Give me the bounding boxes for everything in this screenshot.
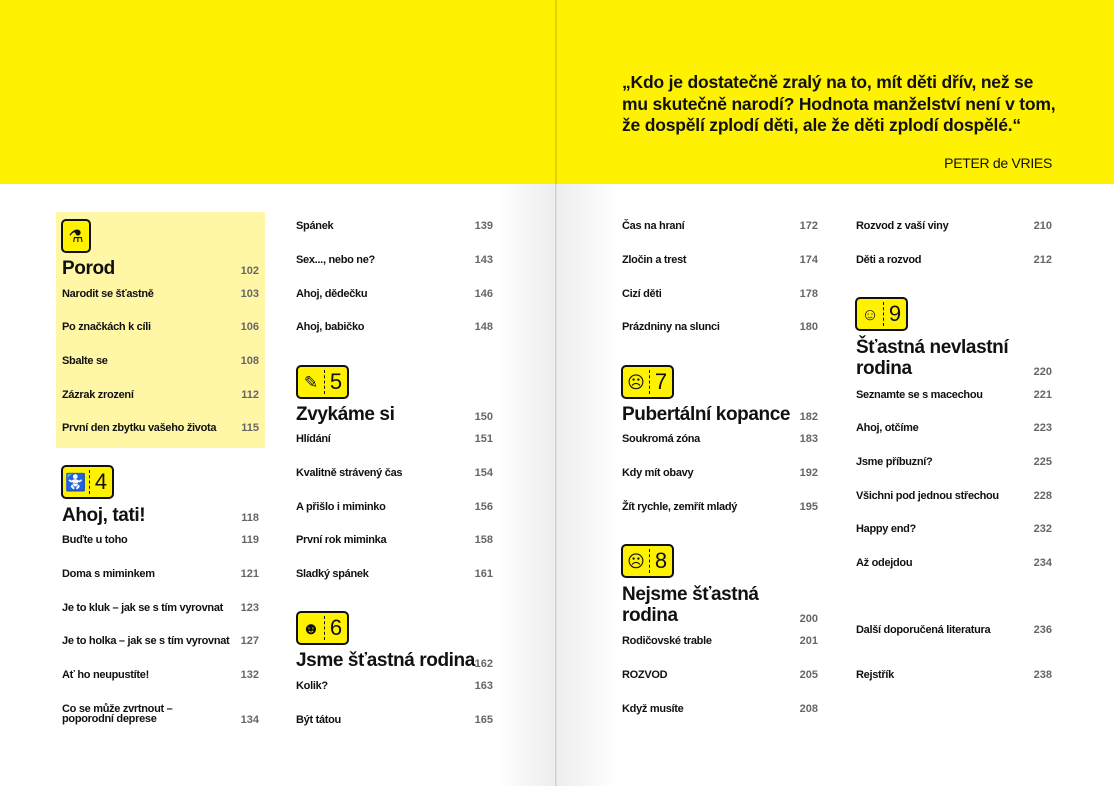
toc-entry[interactable]: První rok miminka [296,534,387,546]
toc-page: 212 [1033,254,1052,266]
chapter-number: 9 [888,301,902,326]
page-gutter [555,0,557,786]
toc-entry[interactable]: Spánek [296,220,334,232]
toc-page: 163 [474,680,493,692]
chapter-page: 220 [1033,366,1052,378]
toc-entry[interactable]: Sbalte se [62,355,108,367]
epigraph-quote: „Kdo je dostatečně zralý na to, mít děti dřív, než se mu skutečně narodí? Hodnota manželství není v tom, že dospělí zplodí děti, ale že děti zplodí dospělé.“ [622,72,1056,135]
toc-entry[interactable]: Je to holka – jak se s tím vyrovnat [62,635,230,647]
toc-entry[interactable]: Buďte u toho [62,534,128,546]
toc-page: 151 [474,433,493,445]
chapter-badge-4 [61,465,114,499]
toc-page: 108 [240,355,259,367]
toc-page: 210 [1033,220,1052,232]
toc-entry[interactable]: Po značkách k cíli [62,321,151,333]
toc-page: 154 [474,467,493,479]
toc-page: 103 [240,288,259,300]
baby-bottle-icon: ✎ [303,372,319,392]
chapter-title[interactable]: Pubertální kopance [622,404,791,425]
toc-page: 174 [799,254,818,266]
toc-entry[interactable]: A přišlo i miminko [296,501,386,513]
toc-entry[interactable]: Cizí děti [622,288,662,300]
stroller-icon: 🚼 [65,472,87,492]
toc-page: 228 [1033,490,1052,502]
toc-entry-further-reading[interactable]: Další doporučená literatura [856,624,991,636]
toc-page: 134 [240,714,259,726]
toc-page: 234 [1033,557,1052,569]
toc-page: 225 [1033,456,1052,468]
chapter-badge-9 [855,297,908,331]
toc-page: 165 [474,714,493,726]
toc-page: 238 [1033,669,1052,681]
sad-face-icon: ☹ [627,551,645,571]
toc-entry[interactable]: Hlídání [296,433,331,445]
toc-page: 127 [240,635,259,647]
chapter-page: 150 [474,411,493,423]
toc-entry[interactable]: Happy end? [856,523,916,535]
toc-entry[interactable]: Ať ho neupustíte! [62,669,149,681]
toc-page: 178 [799,288,818,300]
chapter-page: 200 [799,613,818,625]
toc-entry[interactable]: Děti a rozvod [856,254,922,266]
toc-page: 201 [799,635,818,647]
toc-entry[interactable]: Prázdniny na slunci [622,321,720,333]
gutter-shadow-left [496,184,556,786]
toc-page: 208 [799,703,818,715]
chapter-badge-8 [621,544,674,578]
toc-entry[interactable]: Být tátou [296,714,341,726]
toc-page: 106 [240,321,259,333]
toc-entry[interactable]: Co se může zvrtnout – poporodní deprese [62,703,173,725]
toc-page: 236 [1033,624,1052,636]
toc-entry[interactable]: Ahoj, dědečku [296,288,368,300]
toc-entry[interactable]: Kdy mít obavy [622,467,694,479]
toc-entry[interactable]: Je to kluk – jak se s tím vyrovnat [62,602,223,614]
toc-entry[interactable]: Kolik? [296,680,328,692]
toc-entry[interactable]: Narodit se šťastně [62,288,154,300]
chapter-badge-7 [621,365,674,399]
toc-page: 119 [241,534,259,546]
toc-entry[interactable]: Rodičovské trable [622,635,712,647]
toc-entry-index[interactable]: Rejstřík [856,669,894,681]
toc-page: 112 [241,389,259,401]
toc-entry[interactable]: ROZVOD [622,669,668,681]
toc-page: 143 [474,254,493,266]
toc-page: 183 [799,433,818,445]
chapter-page: 118 [241,512,259,524]
stork-icon: ⚗ [68,226,84,246]
toc-entry[interactable]: Všichni pod jednou střechou [856,490,999,502]
toc-entry[interactable]: Ahoj, babičko [296,321,365,333]
toc-entry[interactable]: Až odejdou [856,557,913,569]
toc-entry[interactable]: Jsme příbuzní? [856,456,933,468]
toc-page: 158 [474,534,493,546]
toc-page: 121 [240,568,259,580]
toc-page: 205 [799,669,818,681]
toc-page: 195 [799,501,818,513]
toc-page: 146 [474,288,493,300]
toc-page: 123 [240,602,259,614]
toc-page: 156 [474,501,493,513]
chapter-title[interactable]: Nejsme šťastná rodina [622,584,759,626]
toc-entry[interactable]: Soukromá zóna [622,433,701,445]
chapter-title[interactable]: Zvykáme si [296,404,395,425]
toc-page: 192 [799,467,818,479]
chapter-page: 102 [240,265,259,277]
toc-entry[interactable]: Sex..., nebo ne? [296,254,375,266]
toc-entry[interactable]: Sladký spánek [296,568,369,580]
chapter-number: 5 [329,369,343,394]
toc-page: 223 [1033,422,1052,434]
toc-entry[interactable]: Seznamte se s macechou [856,389,983,401]
toc-page: 232 [1033,523,1052,535]
chapter-number: 7 [654,369,668,394]
toc-entry[interactable]: Zločin a trest [622,254,687,266]
chapter-badge-5 [296,365,349,399]
gutter-shadow-right [557,184,617,786]
toc-entry[interactable]: Kvalitně strávený čas [296,467,403,479]
chapter-title[interactable]: Ahoj, tati! [62,505,146,526]
toc-page: 221 [1033,389,1052,401]
toc-entry[interactable]: Žít rychle, zemřít mladý [622,501,738,513]
big-smile-icon: ☻ [302,618,320,638]
angry-face-icon: ☹ [627,372,645,392]
chapter-page: 182 [799,411,818,423]
toc-entry[interactable]: Když musíte [622,703,684,715]
chapter-number: 8 [654,548,668,573]
chapter-title[interactable]: Jsme šťastná rodina [296,650,475,671]
smile-face-icon: ☺ [861,304,879,324]
toc-entry[interactable]: Zázrak zrození [62,389,134,401]
toc-page: 132 [240,669,259,681]
toc-entry[interactable]: Ahoj, otčíme [856,422,919,434]
toc-page: 161 [474,568,493,580]
epigraph-author: PETER de VRIES [944,155,1052,171]
toc-entry[interactable]: Rozvod z vaší viny [856,220,949,232]
chapter-badge-6 [296,611,349,645]
toc-page: 180 [799,321,818,333]
toc-entry[interactable]: První den zbytku vašeho života [62,422,217,434]
toc-page: 148 [474,321,493,333]
chapter-number: 6 [329,615,343,640]
chapter-title[interactable]: Šťastná nevlastní rodina [856,337,1009,379]
chapter-number: 4 [94,469,108,494]
chapter-title[interactable]: Porod [62,258,115,279]
toc-page: 115 [241,422,259,434]
chapter-page: 162 [474,658,493,670]
toc-entry[interactable]: Doma s miminkem [62,568,155,580]
chapter-badge-porod [61,219,91,253]
toc-entry[interactable]: Čas na hraní [622,220,685,232]
toc-page: 139 [474,220,493,232]
toc-page: 172 [799,220,818,232]
